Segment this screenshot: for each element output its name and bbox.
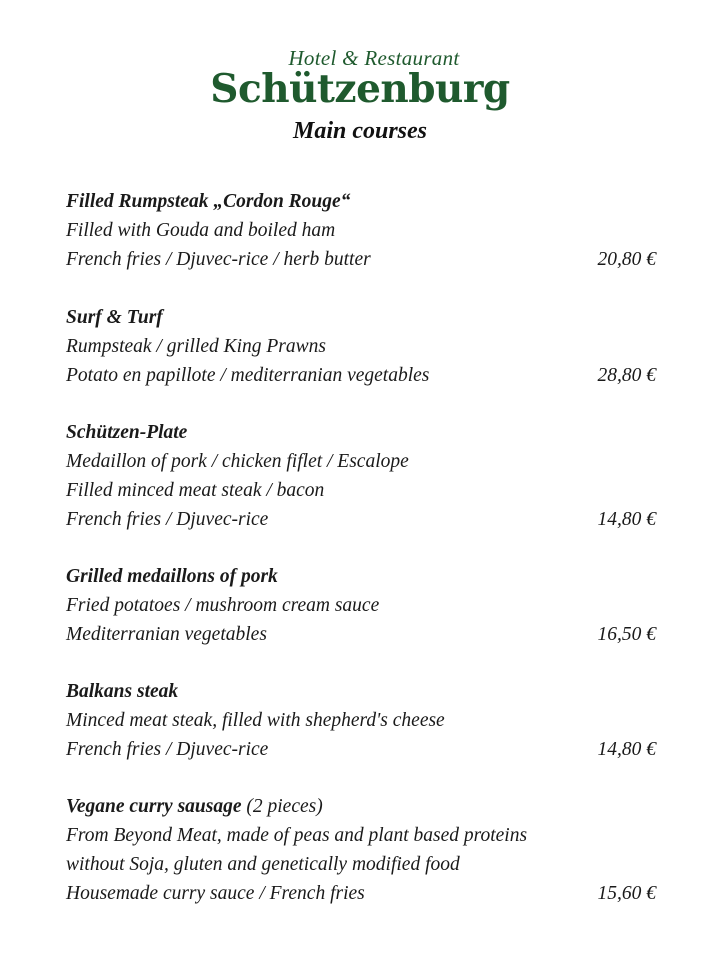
restaurant-logo <box>0 46 720 110</box>
dish-note: (2 pieces) <box>246 796 323 817</box>
dish-name: Grilled medaillons of pork <box>66 566 278 587</box>
dish-description: Potato en papillote / mediterranian vegetables 28,80 € <box>66 361 666 390</box>
menu-item <box>66 792 666 908</box>
menu-item <box>66 187 666 274</box>
dish-name: Filled Rumpsteak „Cordon Rouge“ <box>66 191 351 212</box>
menu-item <box>66 562 666 649</box>
dish-description: Filled minced meat steak / bacon <box>66 480 325 501</box>
dish-description: without Soja, gluten and genetically modified food <box>66 854 460 875</box>
dish-name: Balkans steak <box>66 681 179 702</box>
dish-name: Surf & Turf <box>66 307 163 328</box>
dish-description: Fried potatoes / mushroom cream sauce <box>66 595 380 616</box>
dish-name: Schützen-Plate <box>66 422 188 443</box>
dish-description: French fries / Djuvec-rice 14,80 € <box>66 505 666 534</box>
dish-description: Minced meat steak, filled with shepherd's cheese <box>66 710 445 731</box>
dish-name: Vegane curry sausage (2 pieces) <box>66 796 323 817</box>
dish-description: From Beyond Meat, made of peas and plant based proteins <box>66 825 528 846</box>
dish-price: 14,80 € <box>597 509 656 530</box>
dish-description: French fries / Djuvec-rice / herb butter 20,80 € <box>66 245 666 274</box>
logo-name: Schützenburg <box>210 66 510 112</box>
dish-description: Medaillon of pork / chicken fiflet / Escalope <box>66 451 409 472</box>
dish-description: Housemade curry sauce / French fries 15,60 € <box>66 879 666 908</box>
page-title: Main courses <box>292 118 428 144</box>
dish-price: 14,80 € <box>597 739 656 760</box>
dish-price: 20,80 € <box>597 249 656 270</box>
dish-description: Mediterranian vegetables 16,50 € <box>66 620 666 649</box>
menu-item <box>66 418 666 534</box>
dish-price: 15,60 € <box>597 883 656 904</box>
logo-subtitle: Hotel & Restaurant <box>288 46 460 70</box>
menu-item <box>66 303 666 390</box>
dish-description: Filled with Gouda and boiled ham <box>66 220 336 241</box>
dish-price: 16,50 € <box>597 624 656 645</box>
dish-description: French fries / Djuvec-rice 14,80 € <box>66 735 666 764</box>
dish-price: 28,80 € <box>597 365 656 386</box>
menu-item <box>66 677 666 764</box>
dish-description: Rumpsteak / grilled King Prawns <box>66 336 326 357</box>
